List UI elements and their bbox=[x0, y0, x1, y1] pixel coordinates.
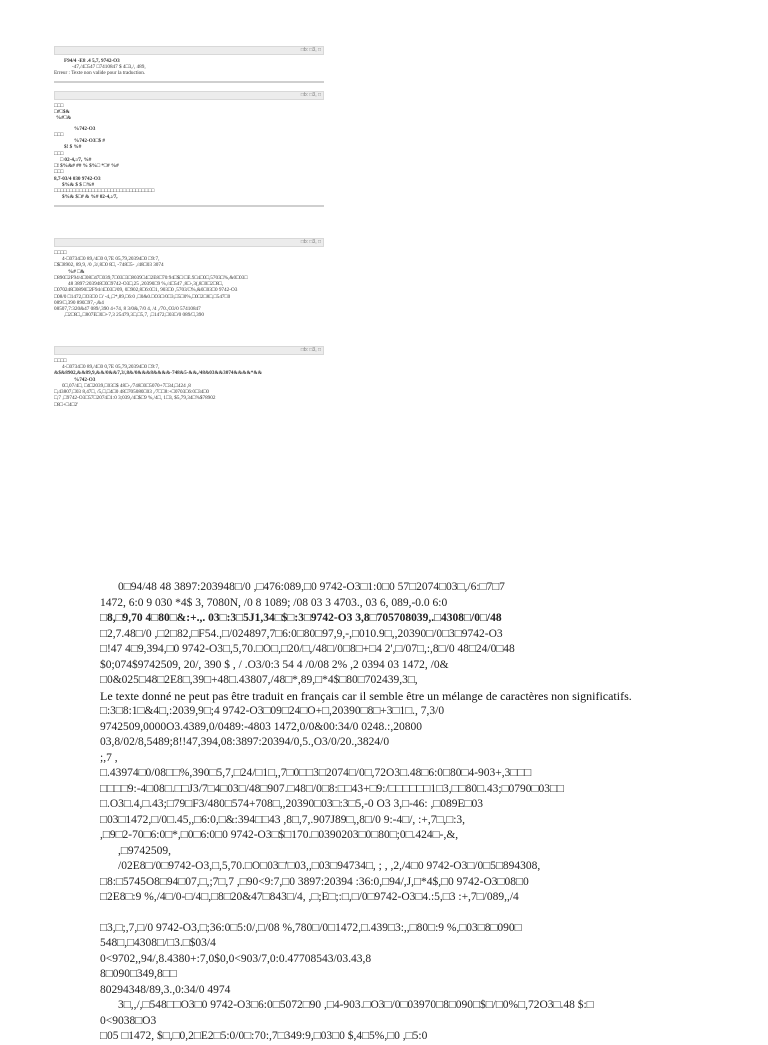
result-line: %742-O3 bbox=[74, 125, 96, 132]
text-line: □:3□8:1□&4□,:2039,9□;4 9742-O3□09□24□O+□,20390□8□+3□1□., 7,3/0 bbox=[100, 705, 445, 717]
text-line: 1472, 6:0 9 030 *4$ 3, 7080N, /0 8 1089; /08 03 3 4703., 03 6, 089,-0.0 6:0 bbox=[100, 596, 448, 609]
window-controls[interactable]: □b: □3, □ bbox=[300, 47, 321, 53]
result-line: □8□+□4□2' bbox=[54, 401, 79, 408]
text-line: /02E8□/0□9742-O3,□,5,70.□O□03□'□03,,□03□94734□, ; , ,2,/4□0 9742-O3□/0□5□894308, bbox=[118, 860, 541, 872]
text-line: 03,8/02/8,5489;8!!47,394,08:3897:20394/0,5.,O3/0/20.,3824/0 bbox=[100, 736, 390, 748]
text-line: □8:□5745O8□94□07,□,;7□,7 ,□90<9:7,□0 3897:20394 :36:0,□94/,J,□*4$,□0 9742-O3□08□0 bbox=[100, 875, 529, 888]
result-line: □#□$& bbox=[54, 109, 70, 116]
result-line: 08507,7:320&47 089/,390 4+74, 8 3/0&,7/0 4, /4 ,/70.,O3/0 57410847 bbox=[54, 306, 201, 313]
result-line: &$&8902,&&89,9,&&/0&&7,3/,8&/0&&&8&&&&-748&5-&&,/48&03&&3074&&&&*&& bbox=[54, 370, 263, 377]
window-controls[interactable]: □b: □3, □ bbox=[300, 239, 321, 245]
result-line: 4-□0734□0 89,/4□0 0,7E 05,79,20394□0 □9:7, bbox=[62, 256, 160, 263]
result-header-bar bbox=[54, 46, 324, 55]
text-line: □03□1472,□/0□.45,,□6:0,□&:394□□43 ,8□,7,.907J89□,,8□/0 9:-4□/, :+,7□,□:3, bbox=[100, 813, 466, 826]
result-line: □,43807,□03 8,47□, /5,□,□4□0 48□705080□03 ,/7□□8:+□0703□6:0□34□0 bbox=[54, 389, 210, 396]
result-line: □□□□ bbox=[54, 250, 67, 256]
result-line: 089/□,390 890□97,-,&4 bbox=[54, 299, 104, 306]
result-line: 48 3897:203948□0□9742-O3□,25 ,20390□9 %,/4□547 ,8□-,3(,8□0□2□8□, bbox=[68, 281, 224, 288]
text-line: 548□,□4308□/□3.□$03/4 bbox=[100, 937, 216, 949]
result-block-1 bbox=[54, 46, 324, 87]
result-line: □070248□0890□2F94/4□03□/09, 0□902,8□6:0□1, 903□0 ,5703/□%,&0□03□0 9742-O3 bbox=[54, 287, 238, 294]
result-block-2 bbox=[54, 91, 324, 211]
result-line: %#□& bbox=[56, 115, 72, 122]
text-line: ;,7 , bbox=[100, 751, 118, 764]
result-line: □□□ bbox=[54, 131, 64, 138]
text-line: □0&025□48□2E8□,39□+48□.43807,/48□*,89,□*4$□80□702439,3□, bbox=[100, 674, 418, 686]
result-line: □890□2F94/4□08□47□039,7□03□3□8039□4□2E8□70:94□$□/□E.9□4□0□,5703□%,&0□03□ bbox=[54, 274, 248, 281]
translation-notice: Le texte donné ne peut pas être traduit en français car il semble être un mélange de caractères non significatifs. bbox=[100, 688, 632, 703]
text-line: □□□□9:-4□08□.□□J3/7□4□03□/48□907.□48□/0□8:□□43+□9:/□□□□□□1□3,□□80□.43;□0790□03□□ bbox=[100, 782, 564, 795]
result-block-3 bbox=[54, 238, 324, 319]
text-line: □2,7.48□/0 ,□2□82,□F54.,□/024897,7□6:0□80□97,9,-,□010.9□,,20390□/0□3□9742-O3 bbox=[100, 627, 503, 640]
result-header-bar bbox=[54, 238, 324, 247]
result-header-bar bbox=[54, 91, 324, 100]
text-line: ,□9742509, bbox=[118, 844, 171, 857]
result-block-4 bbox=[54, 346, 324, 408]
text-line: □.O3□.4,□.43;□79□F3/480□574+708□,,20390□03□:3□5,-0 O3 3,□-46: ,□089E□03 bbox=[100, 798, 484, 810]
text-line: □8,□9,70 4□80□&:+.,. 03□:3□5J1,34□$□:3□9742-O3 3,8□705708039,.□4308□/0□/48 bbox=[100, 612, 502, 624]
result-line: $%& $□# & %# 02-4,:/7, bbox=[62, 194, 118, 201]
divider bbox=[54, 205, 324, 207]
text-line: ,□9□2-70□6:0□*,□0□6:0□0 9742-O3□$□170.□0390203□0□80□;0□.424□-,&, bbox=[100, 829, 459, 841]
result-line: %# □& bbox=[68, 268, 85, 275]
result-line: □ 02-4,:/7, %# bbox=[60, 156, 92, 163]
result-line: 4-□0734□0 89,/4□0 0,7E 05,79,20394□0 □9:7, bbox=[62, 364, 160, 371]
text-line: 0□94/48 48 3897:203948□/0 ,□476:089,□0 9742-O3□1:0□0 57□2074□03□,/6:□7□7 bbox=[118, 581, 505, 593]
result-line: □□□ bbox=[54, 103, 64, 109]
result-line: □! $%&# ## % $%□ *□# %# bbox=[54, 163, 119, 170]
result-header-bar bbox=[54, 346, 324, 355]
result-line: %742-O3 bbox=[74, 376, 96, 383]
result-line: □□□□□□□□□□□□□□□□□□□□□□□□□□□□□□□□ bbox=[54, 188, 155, 195]
text-line: □2E8□:9 %,/4□/0-□/4□,□8□20&47□843□/4, ,□;E□;:□,□/0□9742-O3□4.:5,□3 :+,7□/089,,/4 bbox=[100, 891, 519, 903]
result-line: □□□□ bbox=[54, 358, 67, 364]
result-line: □08/0 □1472,□O3□0 □/ -4,,□*,89,□6:0 ,□0&0.□O3□/0□3,□5□0%,□0□2□8□,□547□0 bbox=[54, 293, 231, 300]
error-message: Erreur : Texte non valide pour la traduction. bbox=[54, 70, 146, 77]
result-title: F94/4 -E8 .4 5,7, 9742-O3 bbox=[64, 58, 120, 64]
result-line: $! $ %# bbox=[64, 144, 82, 151]
main-translation-text bbox=[100, 580, 760, 1045]
divider bbox=[54, 81, 324, 83]
window-controls[interactable]: □b: □3, □ bbox=[300, 92, 321, 98]
text-line: 3□,,/,□548□□O3□0 9742-O3□6:0□5072□90 ,□4-903.□O3□/0□03970□8□090□$□/□0%□,72O3□.48 $:□ bbox=[118, 999, 594, 1011]
result-line: -47,/4□547 □7410847 $ 4□3,/, 489, bbox=[72, 64, 146, 71]
result-line: □□□ bbox=[54, 169, 64, 176]
text-line: 80294348/89,3.,0:34/0 4974 bbox=[100, 983, 231, 996]
text-line: □!47 4□9,394,□0 9742-O3□,5,70.□O□,□20/□,/48□/0□8□+□4 2',□/07□,:,8□/0 48□24/0□48 bbox=[100, 643, 515, 655]
text-line: 0<9038□O3 bbox=[100, 1014, 157, 1027]
result-line: %742-O3□$ # bbox=[74, 138, 105, 145]
text-line: 9742509,0000O3.4389,0/0489:-4803 1472,0/0&00:34/0 0248.:,20800 bbox=[100, 720, 422, 733]
text-line: $0;074$9742509, 20/, 390 $ , / .O3/0:3 54 4 /0/08 2% ,2 0394 03 1472, /0& bbox=[100, 658, 449, 671]
result-line: 0□,07/4□, □4□2039,□03□$ 48□-,/748□0□5070+7□34,□424 ,8 bbox=[62, 382, 191, 389]
text-line: □3,□;,7,□/0 9742-O3,□;36:0□5:0/,□/08 %,780□/0□1472,□.439□3:,,□80□:9 %,□03□8□090□ bbox=[100, 921, 522, 934]
result-line: $%& $ $ □%# bbox=[62, 181, 95, 188]
result-line: □$□8902, 89,9, /0 ,3/,8□0 8□, -748□5- ,/48□03 3074 bbox=[54, 262, 164, 269]
window-controls[interactable]: □b: □3, □ bbox=[300, 347, 321, 353]
text-line: □05 □1472, $□,□0,2□E2□5:0/0□:70:,7□349:9,□03□0 $,4□5%,□0 ,□5:0 bbox=[100, 1030, 428, 1042]
result-line: 8,7-03/4 030 9742-O3 bbox=[54, 175, 101, 182]
result-line: ,□2□8□,,□807E□0□+7,3 25479,3□,□5,7, ,□1472,□03□/0 089/□,390 bbox=[64, 312, 204, 319]
text-line: 0<9702,,94/,8.4380+:7,0$0,0<903/7,0:0.47708543/03.43,8 bbox=[100, 952, 372, 965]
text-line: □.43974□0/08□□%,390□5,7,□24/□1□,,7□0□□3□2074□/0□,72O3□.48□6:0□80□4-903+,3□□□ bbox=[100, 767, 532, 779]
text-line: 8□090□349,8□□ bbox=[100, 968, 177, 980]
text-line bbox=[100, 906, 760, 921]
result-line: □,7 ,□9742-O3□57□2074□1:0 3;039,/4□$□9 %,/4□, 1□3, $5,79,34□%$78902 bbox=[54, 395, 216, 402]
result-line: □□□ bbox=[54, 150, 64, 157]
